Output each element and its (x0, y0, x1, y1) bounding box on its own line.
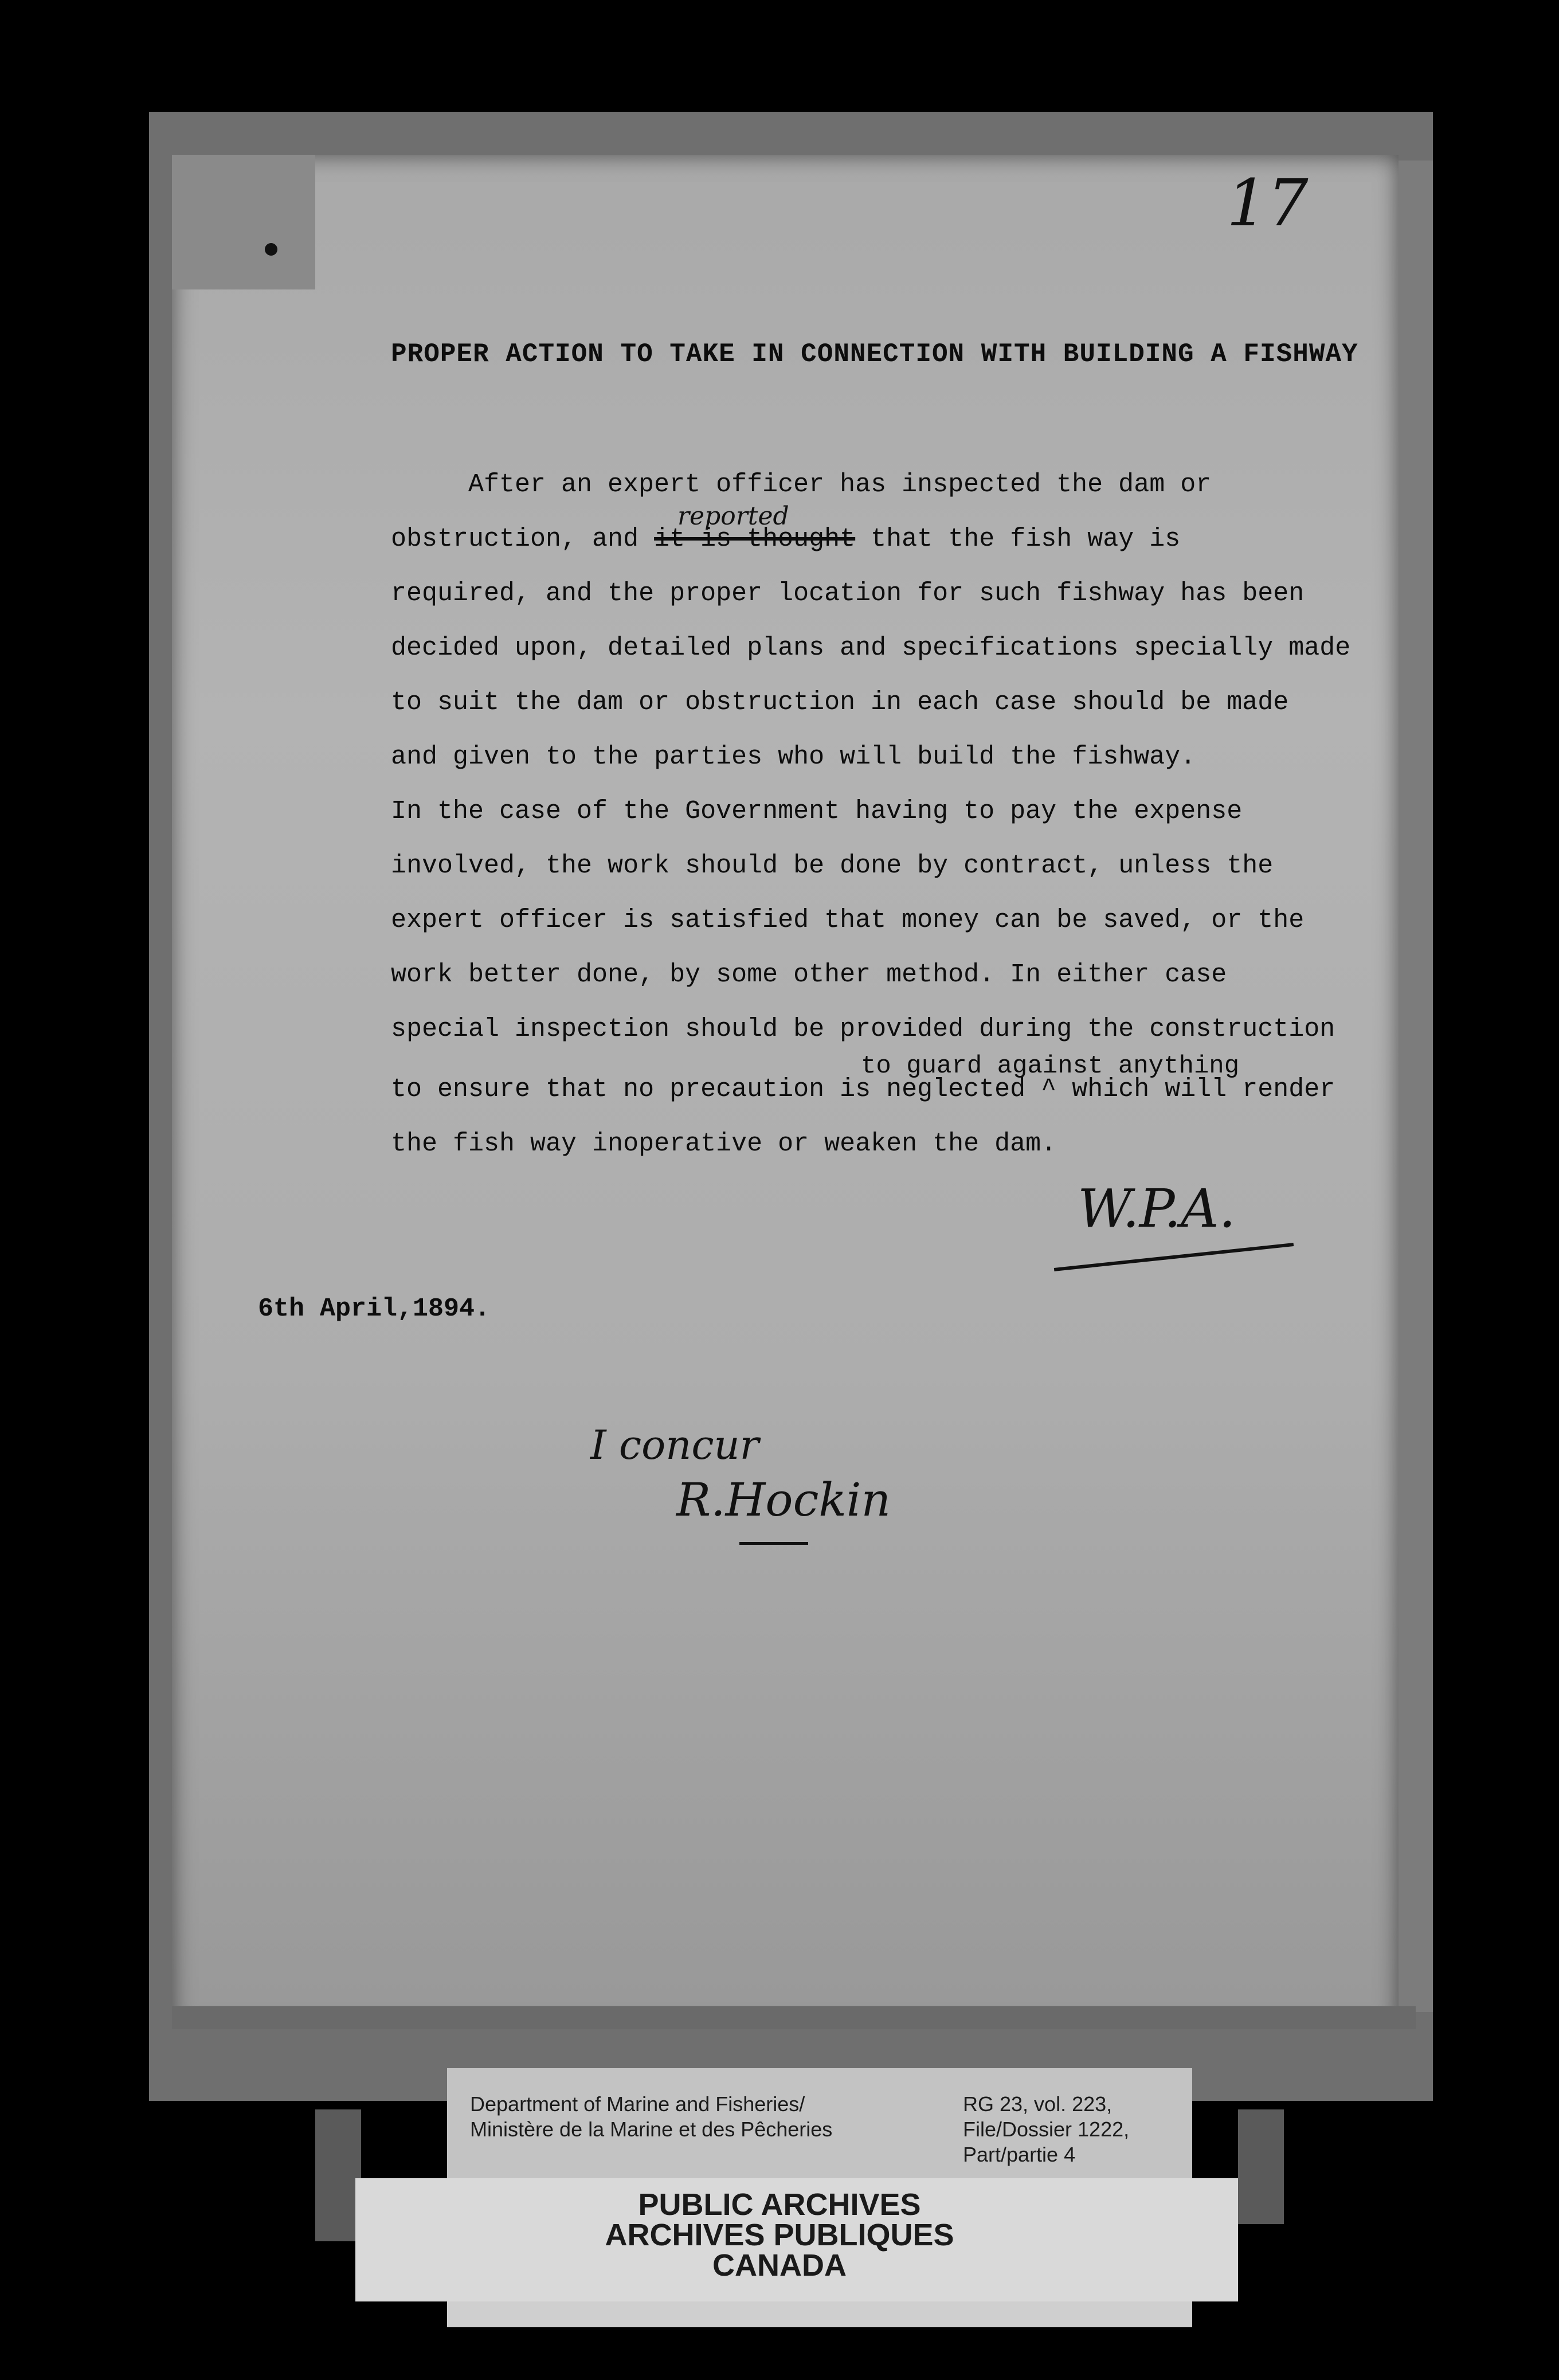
handwritten-insert-reported: reported (677, 502, 789, 531)
department-french: Ministère de la Marine et des Pêcheries (470, 2117, 833, 2141)
sheet-bottom-edge (172, 2006, 1416, 2029)
struck-text: it is thought (654, 524, 856, 554)
body-line-1: After an expert officer has inspected the dam or (468, 470, 1212, 499)
sheet-right-edge (1399, 161, 1433, 2012)
concur-note: I concur (590, 1422, 759, 1469)
body-line-4: decided upon, detailed plans and specifications specially made (391, 633, 1351, 663)
body-line-2a: obstruction, and (391, 524, 639, 554)
document-date: 6th April,1894. (258, 1294, 491, 1324)
body-line-10: work better done, by some other method. In either case (391, 960, 1227, 989)
body-line-9: expert officer is satisfied that money can be saved, or the (391, 906, 1305, 935)
signature-underline (739, 1542, 808, 1545)
body-line-5: to suit the dam or obstruction in each case should be made (391, 688, 1289, 717)
document-title: PROPER ACTION TO TAKE IN CONNECTION WITH BUILDING A FISHWAY (391, 339, 1358, 369)
concur-signature: R.Hockin (676, 1473, 891, 1526)
body-line-2 (391, 524, 1180, 554)
archives-country: CANADA (712, 2248, 847, 2283)
archives-french: ARCHIVES PUBLIQUES (605, 2218, 954, 2252)
typed-insert-guard: to guard against anything (861, 1052, 1240, 1081)
reference-group: RG 23, vol. 223, (963, 2092, 1113, 2116)
sheet-corner-shadow (172, 155, 315, 289)
punch-hole (265, 243, 277, 256)
body-line-8: involved, the work should be done by contract, unless the (391, 851, 1274, 880)
author-initials: W.P.A. (1078, 1178, 1236, 1239)
body-line-6: and given to the parties who will build the fishway. (391, 742, 1196, 772)
body-line-2b: that the fish way is (871, 524, 1181, 554)
archives-english: PUBLIC ARCHIVES (638, 2187, 921, 2222)
reference-file: File/Dossier 1222, (963, 2117, 1130, 2141)
archive-label-bottom (447, 2301, 1192, 2327)
department-english: Department of Marine and Fisheries/ (470, 2092, 805, 2116)
body-line-11: special inspection should be provided during the construction (391, 1015, 1335, 1044)
body-line-12: to ensure that no precaution is neglected ^ which will render (391, 1075, 1335, 1104)
reference-part: Part/partie 4 (963, 2143, 1076, 2166)
body-line-13: the fish way inoperative or weaken the dam. (391, 1129, 1057, 1158)
folio-number: 17 (1227, 166, 1309, 241)
body-line-3: required, and the proper location for such fishway has been (391, 579, 1305, 608)
body-line-7: In the case of the Government having to pay the expense (391, 797, 1243, 826)
